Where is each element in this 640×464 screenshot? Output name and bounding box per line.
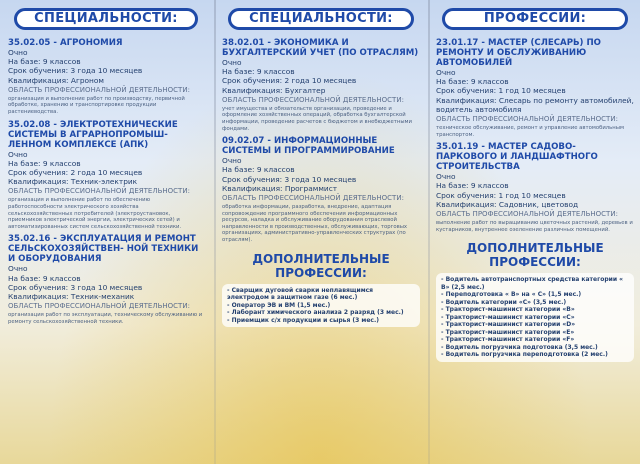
program-title: 35.02.08 - ЭЛЕКТРОТЕХНИЧЕСКИЕ СИСТЕМЫ В АГРАРНОПРОМЫШ- ЛЕННОМ КОМПЛЕКСЕ (АПК) xyxy=(8,119,178,150)
base-education: На базе: 9 классов xyxy=(436,181,509,191)
section-banner: СПЕЦИАЛЬНОСТИ: xyxy=(14,8,198,30)
area-description: организация работ по эксплуатации, техническому обслуживанию и ремонту сельскохозяйственной техники. xyxy=(8,312,203,325)
program-block xyxy=(8,38,204,116)
base-education: На базе: 9 классов xyxy=(8,273,81,283)
qualification: Квалификация: Садовник, цветовод xyxy=(436,199,579,209)
area-description: учет имущества и обязательств организации, проведение и оформление хозяйственных операций, обработка бухгалтерской информации, проведение расчетов с бюджетом и внебюджетными фондами. xyxy=(222,105,412,132)
study-term: Срок обучения: 3 года 10 месяцев xyxy=(222,174,357,184)
program-title: 09.02.07 - ИНФОРМАЦИОННЫЕ СИСТЕМЫ И ПРОГРАММИРОВАНИЕ xyxy=(222,136,395,157)
area-description: организация и выполнение работ по обеспечению работоспособности электрического хозяйства сельскохозяйственных потребителей (электроустановок, приемников электрической энергии, электрических сетей) и автоматизированных систем сельскохозяйственной техники. xyxy=(8,197,182,230)
program-block xyxy=(436,38,634,138)
program-block xyxy=(222,38,420,132)
section-banner: ПРОФЕССИИ: xyxy=(442,8,628,30)
program-title: 35.02.16 - ЭКСПЛУАТАЦИЯ И РЕМОНТ СЕЛЬСКОХОЗЯЙСТВЕН- НОЙ ТЕХНИКИ И ОБОРУДОВАНИЯ xyxy=(8,234,199,265)
study-term: Срок обучения: 1 год 10 месяцев xyxy=(436,190,566,200)
program-title: 23.01.17 - МАСТЕР (СЛЕСАРЬ) ПО РЕМОНТУ И ОБСЛУЖИВАНИЮ АВТОМОБИЛЕЙ xyxy=(436,38,601,68)
program-title: 35.02.05 - АГРОНОМИЯ xyxy=(8,38,123,48)
fold-line xyxy=(214,0,216,464)
area-heading: ОБЛАСТЬ ПРОФЕССИОНАЛЬНОЙ ДЕЯТЕЛЬНОСТИ: xyxy=(222,194,404,202)
program-block xyxy=(8,120,204,231)
base-education: На базе: 9 классов xyxy=(222,165,295,175)
list-item: - Водитель автотранспортных средства категории « В» (2,5 мес.) xyxy=(441,276,624,291)
area-description: техническое обслуживание, ремонт и управление автомобильным транспортом. xyxy=(436,125,624,138)
area-description: организация и выполнение работ по производству, первичной обработке, хранению и транспортировке продукции растениеводства. xyxy=(8,95,185,115)
list-item: - Водитель погрузчика переподготовка (2 мес.) xyxy=(441,351,608,359)
study-term: Срок обучения: 3 года 10 месяцев xyxy=(8,282,143,292)
qualification: Квалификация: Программист xyxy=(222,183,338,193)
qualification: Квалификация: Бухгалтер xyxy=(222,85,326,95)
list-item: - Сварщик дуговой сварки неплавящимся электродом в защитном газе (6 мес.) xyxy=(227,286,374,302)
program-title: 38.02.01 - ЭКОНОМИКА И БУХГАЛТЕРСКИЙ УЧЕТ (ПО ОТРАСЛЯМ) xyxy=(222,38,419,58)
study-form: Очно xyxy=(436,172,456,182)
list-item: - Переподготовка « В» на « С» (1,5 мес.) xyxy=(441,291,582,299)
study-term: Срок обучения: 2 года 10 месяцев xyxy=(8,168,143,177)
area-description: обработка информации, разработка, внедрение, адаптация сопровождение программного обеспечения информационных ресурсов, наладка и обслуживание оборудования отраслевой направленности в производственных, обслуживающих, торговых организациях, административно-управленческих структурах (по отраслям). xyxy=(222,204,408,243)
study-form: Очно xyxy=(8,48,28,57)
list-item: - Водитель категории «С» (3,5 мес.) xyxy=(441,298,567,306)
area-heading: ОБЛАСТЬ ПРОФЕССИОНАЛЬНОЙ ДЕЯТЕЛЬНОСТИ: xyxy=(436,115,618,124)
additional-professions-title: ДОПОЛНИТЕЛЬНЫЕ ПРОФЕССИИ: xyxy=(252,251,390,280)
study-form: Очно xyxy=(222,58,242,67)
study-term: Срок обучения: 2 года 10 месяцев xyxy=(222,76,357,86)
list-item: - Тракторист-машинист категории «С» xyxy=(441,313,575,321)
program-title: 35.01.19 - МАСТЕР САДОВО- ПАРКОВОГО И ЛАНДШАФТНОГО СТРОИТЕЛЬСТВА xyxy=(436,142,598,173)
qualification: Квалификация: Техник-электрик xyxy=(8,177,138,187)
study-term: Срок обучения: 1 год 10 месяцев xyxy=(436,86,566,96)
column-specialties-2 xyxy=(222,8,420,460)
additional-professions-list xyxy=(436,273,634,362)
study-form: Очно xyxy=(222,156,242,166)
study-term: Срок обучения: 3 года 10 месяцев xyxy=(8,66,143,76)
list-item: - Тракторист-машинист категории «E» xyxy=(441,328,575,336)
list-item: - Водитель погрузчика подготовка (3,5 мес.) xyxy=(441,343,598,351)
area-description: выполнение работ по выращиванию цветочных растений, деревьев и кустарников, внутреннее озеленение различных помещений. xyxy=(436,220,633,233)
base-education: На базе: 9 классов xyxy=(8,158,81,168)
area-heading: ОБЛАСТЬ ПРОФЕССИОНАЛЬНОЙ ДЕЯТЕЛЬНОСТИ: xyxy=(436,210,618,219)
qualification: Квалификация: Техник-механик xyxy=(8,291,135,301)
area-heading: ОБЛАСТЬ ПРОФЕССИОНАЛЬНОЙ ДЕЯТЕЛЬНОСТИ: xyxy=(222,95,404,104)
list-item: - Оператор ЭВ и ВМ (1,5 мес.) xyxy=(227,301,331,309)
qualification: Квалификация: Агроном xyxy=(8,75,104,85)
study-form: Очно xyxy=(8,264,28,274)
program-block xyxy=(8,234,204,325)
list-item: - Тракторист-машинист категории «В» xyxy=(441,306,575,314)
list-item: - Лаборант химического анализа 2 разряд (3 мес.) xyxy=(227,309,404,317)
qualification: Квалификация: Слесарь по ремонту автомобилей, водитель автомобиля xyxy=(436,95,634,114)
list-item: - Приемщик с/х продукции и сырья (3 мес.) xyxy=(227,316,379,324)
list-item: - Тракторист-машинист категории «F» xyxy=(441,336,575,344)
study-form: Очно xyxy=(436,68,456,77)
section-banner: СПЕЦИАЛЬНОСТИ: xyxy=(228,8,414,30)
study-form: Очно xyxy=(8,149,28,159)
area-heading: ОБЛАСТЬ ПРОФЕССИОНАЛЬНОЙ ДЕЯТЕЛЬНОСТИ: xyxy=(8,302,190,311)
fold-line xyxy=(428,0,430,464)
additional-professions-title: ДОПОЛНИТЕЛЬНЫЕ ПРОФЕССИИ: xyxy=(466,241,604,270)
column-professions xyxy=(436,8,634,460)
column-specialties-1 xyxy=(8,8,204,460)
list-item: - Тракторист-машинист категории «D» xyxy=(441,321,576,329)
program-block xyxy=(436,142,634,233)
area-heading: ОБЛАСТЬ ПРОФЕССИОНАЛЬНОЙ ДЕЯТЕЛЬНОСТИ: xyxy=(8,85,190,94)
additional-professions-list xyxy=(222,284,420,328)
base-education: На базе: 9 классов xyxy=(436,77,509,87)
program-block xyxy=(222,136,420,243)
base-education: На базе: 9 классов xyxy=(8,57,81,67)
area-heading: ОБЛАСТЬ ПРОФЕССИОНАЛЬНОЙ ДЕЯТЕЛЬНОСТИ: xyxy=(8,187,190,196)
base-education: На базе: 9 классов xyxy=(222,67,295,77)
